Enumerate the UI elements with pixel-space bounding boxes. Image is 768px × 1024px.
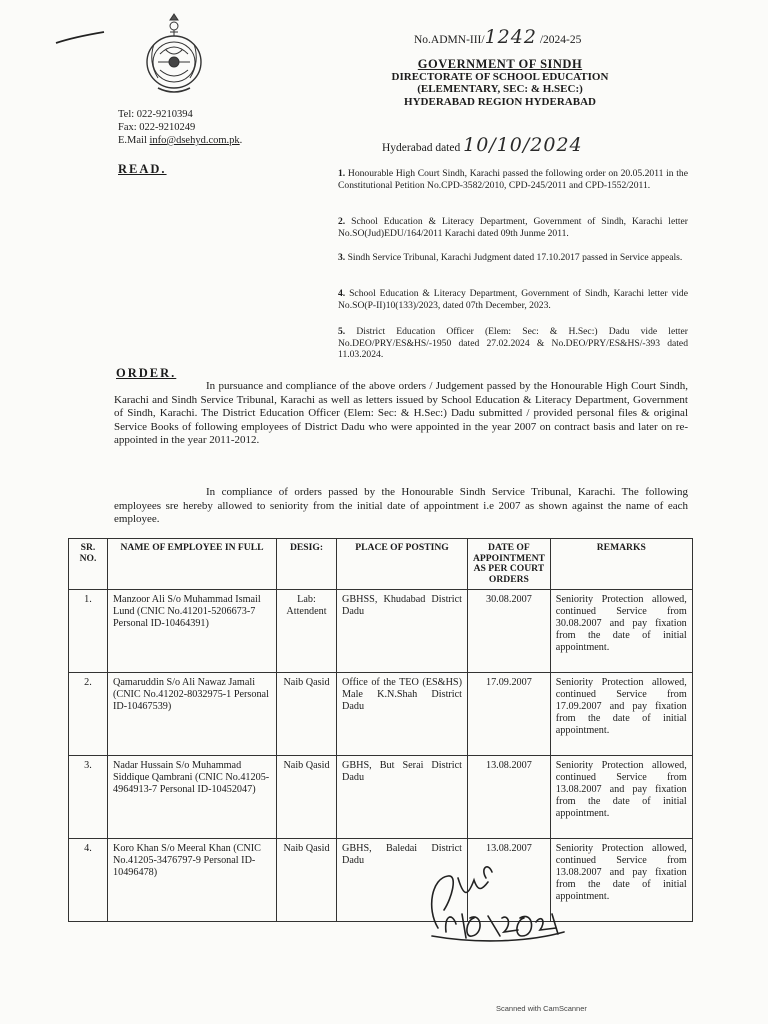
cell-place: GBHS, Baledai District Dadu (337, 839, 468, 922)
order-paragraph: In pursuance and compliance of the above orders / Judgement passed by the Honourable High Court Sindh, Karachi and Sindh Service Tribunal, Karachi as well as letters issued by School Education & Literacy Department, Government of Sindh, Karachi. The District Education Officer (Elem: Sec: & H.Sec:) Dadu submitted / provided personal files & original Service Books of following employees of District Dadu who were appointed in the year 2007 on contract basis and later on re-appointed in the year 2011-2012. (114, 380, 688, 446)
cell-date: 13.08.2007 (468, 839, 551, 922)
cell-place: GBHS, But Serai District Dadu (337, 756, 468, 839)
cell-desig: Naib Qasid (277, 839, 337, 922)
cell-place: GBHSS, Khudabad District Dadu (337, 590, 468, 673)
directorate-scope-line: (ELEMENTARY, SEC: & H.SEC:) (417, 83, 583, 95)
cell-desig: Naib Qasid (277, 756, 337, 839)
email-address: info@dsehyd.com.pk (149, 135, 240, 146)
email-line (118, 134, 242, 147)
order-heading: ORDER. (116, 366, 177, 380)
reference-suffix: /2024-25 (536, 34, 582, 46)
email-end: . (239, 135, 243, 146)
column-header-name: NAME OF EMPLOYEE IN FULL (108, 539, 277, 590)
read-heading: READ. (118, 162, 167, 176)
handwritten-signature (418, 858, 568, 948)
cell-name: Koro Khan S/o Meeral Khan (CNIC No.41205-3476797-9 Personal ID-10496478) (108, 839, 277, 922)
column-header-remarks: REMARKS (550, 539, 692, 590)
reference-number-handwritten: 1242 (484, 26, 537, 48)
contact-info (118, 108, 242, 147)
cell-name: Nadar Hussain S/o Muhammad Siddique Qambrani (CNIC No.41205-4964913-7 Personal ID-10452047) (108, 756, 277, 839)
camscanner-watermark: Scanned with CamScanner (496, 1004, 587, 1013)
directorate-line: DIRECTORATE OF SCHOOL EDUCATION (391, 70, 609, 83)
cell-remarks: Seniority Protection allowed, continued Service from 13.08.2007 and pay fixation from the date of initial appointment. (550, 756, 692, 839)
sindh-government-emblem (140, 10, 208, 96)
cell-place: Office of the TEO (ES&HS) Male K.N.Shah District Dadu (337, 673, 468, 756)
cell-remarks: Seniority Protection allowed, continued Service from 13.08.2007 and pay fixation from the date of initial appointment. (550, 839, 692, 922)
reference-prefix: No.ADMN-III/ (414, 34, 485, 46)
table-header-row (69, 539, 693, 590)
column-header-date: DATE OF APPOINTMENT AS PER COURT ORDERS (468, 539, 551, 590)
handwritten-date: 10/10/2024 (463, 134, 583, 156)
fax: Fax: 022-9210249 (118, 122, 196, 133)
cell-sr: 2. (69, 673, 108, 756)
column-header-desig: DESIG: (277, 539, 337, 590)
letterhead (370, 58, 630, 108)
cell-name: Manzoor Ali S/o Muhammad Ismail Lund (CNIC No.41201-5206673-7 Personal ID-10464391) (108, 590, 277, 673)
government-title: GOVERNMENT OF SINDH (417, 57, 583, 71)
order-paragraph: In compliance of orders passed by the Honourable Sindh Service Tribunal, Karachi. The following employees sre hereby allowed to seniority from the initial date of appointment i.e 2007 as shown against the name of each employee. (114, 486, 688, 525)
column-header-sr: SR. NO. (69, 539, 108, 590)
table-row (69, 590, 693, 673)
read-item: 3. Sindh Service Tribunal, Karachi Judgment dated 17.10.2017 passed in Service appeals. (338, 252, 683, 263)
table-row (69, 839, 693, 922)
pen-stroke-mark (54, 30, 106, 46)
employee-table (68, 538, 693, 922)
reference-number (414, 26, 581, 48)
cell-date: 13.08.2007 (468, 756, 551, 839)
read-item: 4. School Education & Literacy Department, Government of Sindh, Karachi letter vide No.SO(P-II)10(133)/2023, dated 07th December, 2023. (338, 288, 688, 311)
telephone: Tel: 022-9210394 (118, 109, 193, 120)
cell-date: 17.09.2007 (468, 673, 551, 756)
read-item: 2. School Education & Literacy Department, Government of Sindh, Karachi letter No.SO(Jud)EDU/164/2011 Karachi dated 09th Junme 2011. (338, 216, 688, 239)
cell-desig: Naib Qasid (277, 673, 337, 756)
table-row (69, 673, 693, 756)
read-item: 1. Honourable High Court Sindh, Karachi passed the following order on 20.05.2011 in the Constitutional Petition No.CPD-3582/2010, CPD-245/2011 and CPD-1552/2011. (338, 168, 688, 191)
table-row (69, 756, 693, 839)
cell-sr: 3. (69, 756, 108, 839)
read-item: 5. District Education Officer (Elem: Sec: & H.Sec:) Dadu vide letter No.DEO/PRY/ES&HS/-1950 dated 27.02.2024 & No.DEO/PRY/ES&HS/-393 dated 11.03.2024. (338, 326, 688, 360)
email-label: E.Mail (118, 135, 150, 146)
cell-remarks: Seniority Protection allowed, continued Service from 17.09.2007 and pay fixation from the date of initial appointment. (550, 673, 692, 756)
dated-label: Hyderabad dated (382, 142, 464, 154)
region-line: HYDERABAD REGION HYDERABAD (404, 95, 596, 108)
cell-desig: Lab: Attendent (277, 590, 337, 673)
dated-line (382, 134, 583, 156)
cell-date: 30.08.2007 (468, 590, 551, 673)
cell-remarks: Seniority Protection allowed, continued Service from 30.08.2007 and pay fixation from the date of initial appointment. (550, 590, 692, 673)
column-header-place: PLACE OF POSTING (337, 539, 468, 590)
cell-sr: 1. (69, 590, 108, 673)
cell-sr: 4. (69, 839, 108, 922)
cell-name: Qamaruddin S/o Ali Nawaz Jamali (CNIC No.41202-8032975-1 Personal ID-10467539) (108, 673, 277, 756)
